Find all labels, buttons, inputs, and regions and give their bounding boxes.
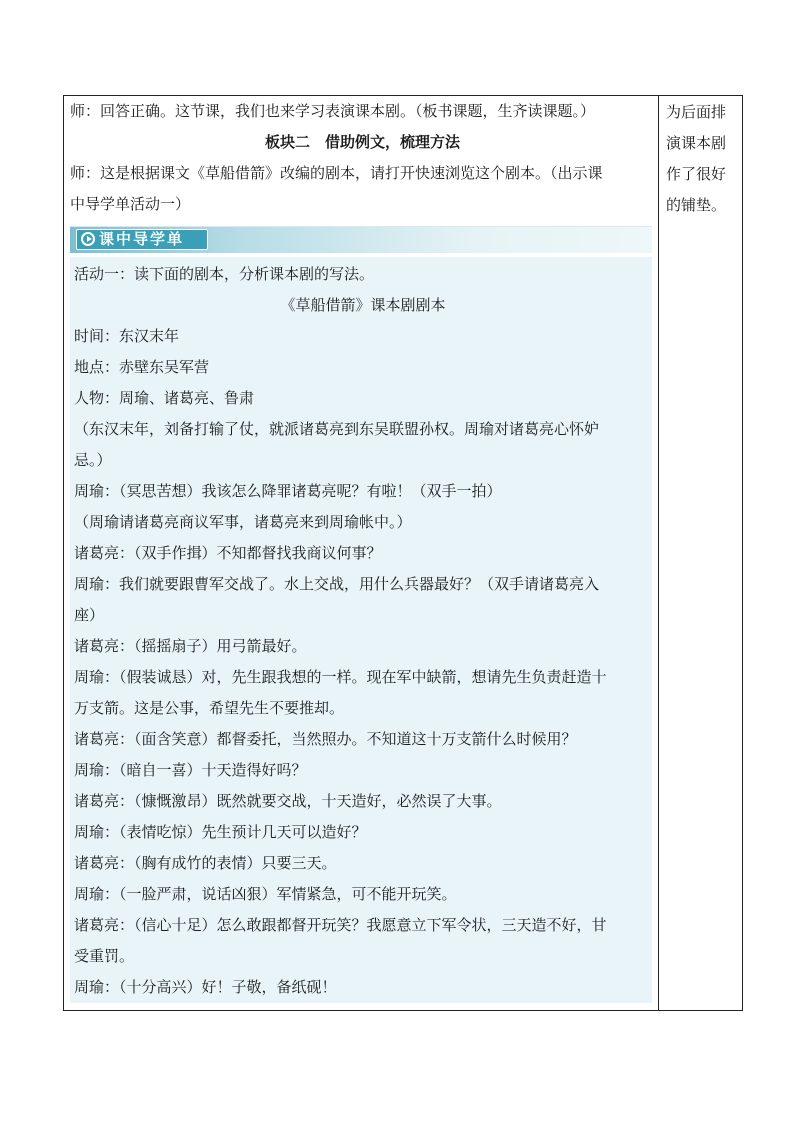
script-line: 座） [74, 606, 105, 624]
teacher-line-2b: 中导学单活动一） [70, 195, 191, 213]
script-line: 忌。） [74, 451, 112, 469]
column-divider [658, 96, 659, 1010]
play-icon [81, 232, 95, 246]
script-line: 周瑜：（十分高兴）好！子敬，备纸砚！ [74, 978, 337, 996]
script-line: 诸葛亮：（面含笑意）都督委托，当然照办。不知道这十万支箭什么时候用？ [74, 730, 577, 748]
script-line: 周瑜：（冥思苦想）我该怎么降罪诸葛亮呢？有啦！（双手一拍） [74, 482, 502, 500]
script-characters: 人物：周瑜、诸葛亮、鲁肃 [74, 389, 255, 407]
guide-banner [70, 226, 652, 253]
script-line: 诸葛亮：（胸有成竹的表情）只要三天。 [74, 854, 337, 872]
script-line: 万支箭。这是公事，希望先生不要推却。 [74, 699, 345, 717]
script-block [70, 257, 652, 1003]
side-note-line: 作了很好 [666, 165, 727, 183]
script-time: 时间：东汉末年 [74, 327, 180, 345]
main-column [64, 96, 658, 1010]
script-place: 地点：赤壁东吴军营 [74, 358, 210, 376]
script-line: 诸葛亮：（信心十足）怎么敢跟都督开玩笑？我愿意立下军令状，三天造不好，甘 [74, 916, 607, 934]
guide-badge [76, 229, 208, 250]
script-line: 周瑜：我们就要跟曹军交战了。水上交战，用什么兵器最好？（双手请诸葛亮入 [74, 575, 600, 593]
script-line: （东汉末年，刘备打输了仗，就派诸葛亮到东吴联盟孙权。周瑜对诸葛亮心怀妒 [74, 420, 600, 438]
side-note-line: 的铺垫。 [666, 196, 727, 214]
script-line: 诸葛亮：（摇摇扇子）用弓箭最好。 [74, 637, 307, 655]
script-line: 诸葛亮：（慷慨激昂）既然就要交战，十天造好，必然误了大事。 [74, 792, 502, 810]
script-line: 周瑜：（暗自一喜）十天造得好吗？ [74, 761, 307, 779]
script-line: （周瑜请诸葛亮商议军事，诸葛亮来到周瑜帐中。） [74, 513, 412, 531]
script-line: 受重罚。 [74, 947, 135, 965]
side-note-line: 演课本剧 [666, 134, 727, 152]
script-line: 诸葛亮：（双手作揖）不知都督找我商议何事？ [74, 544, 382, 562]
script-line: 周瑜：（一脸严肃，说话凶狠）军情紧急，可不能开玩笑。 [74, 885, 457, 903]
lesson-table [63, 95, 743, 1011]
teacher-line-1: 师：回答正确。这节课，我们也来学习表演课本剧。（板书课题，生齐读课题。） [70, 102, 596, 120]
script-line: 周瑜：（表情吃惊）先生预计几天可以造好？ [74, 823, 367, 841]
guide-badge-label: 课中导学单 [99, 230, 185, 248]
teacher-line-2a: 师：这是根据课文《草船借箭》改编的剧本，请打开快速浏览这个剧本。（出示课 [70, 164, 603, 182]
script-line: 周瑜：（假装诚恳）对，先生跟我想的一样。现在军中缺箭，想请先生负责赶造十 [74, 668, 607, 686]
activity-line: 活动一：读下面的剧本，分析课本剧的写法。 [74, 265, 375, 283]
section-title: 板块二 借助例文，梳理方法 [264, 133, 460, 151]
script-title: 《草船借箭》课本剧剧本 [280, 296, 446, 314]
side-note-line: 为后面排 [666, 103, 727, 121]
side-note-column [659, 96, 742, 221]
